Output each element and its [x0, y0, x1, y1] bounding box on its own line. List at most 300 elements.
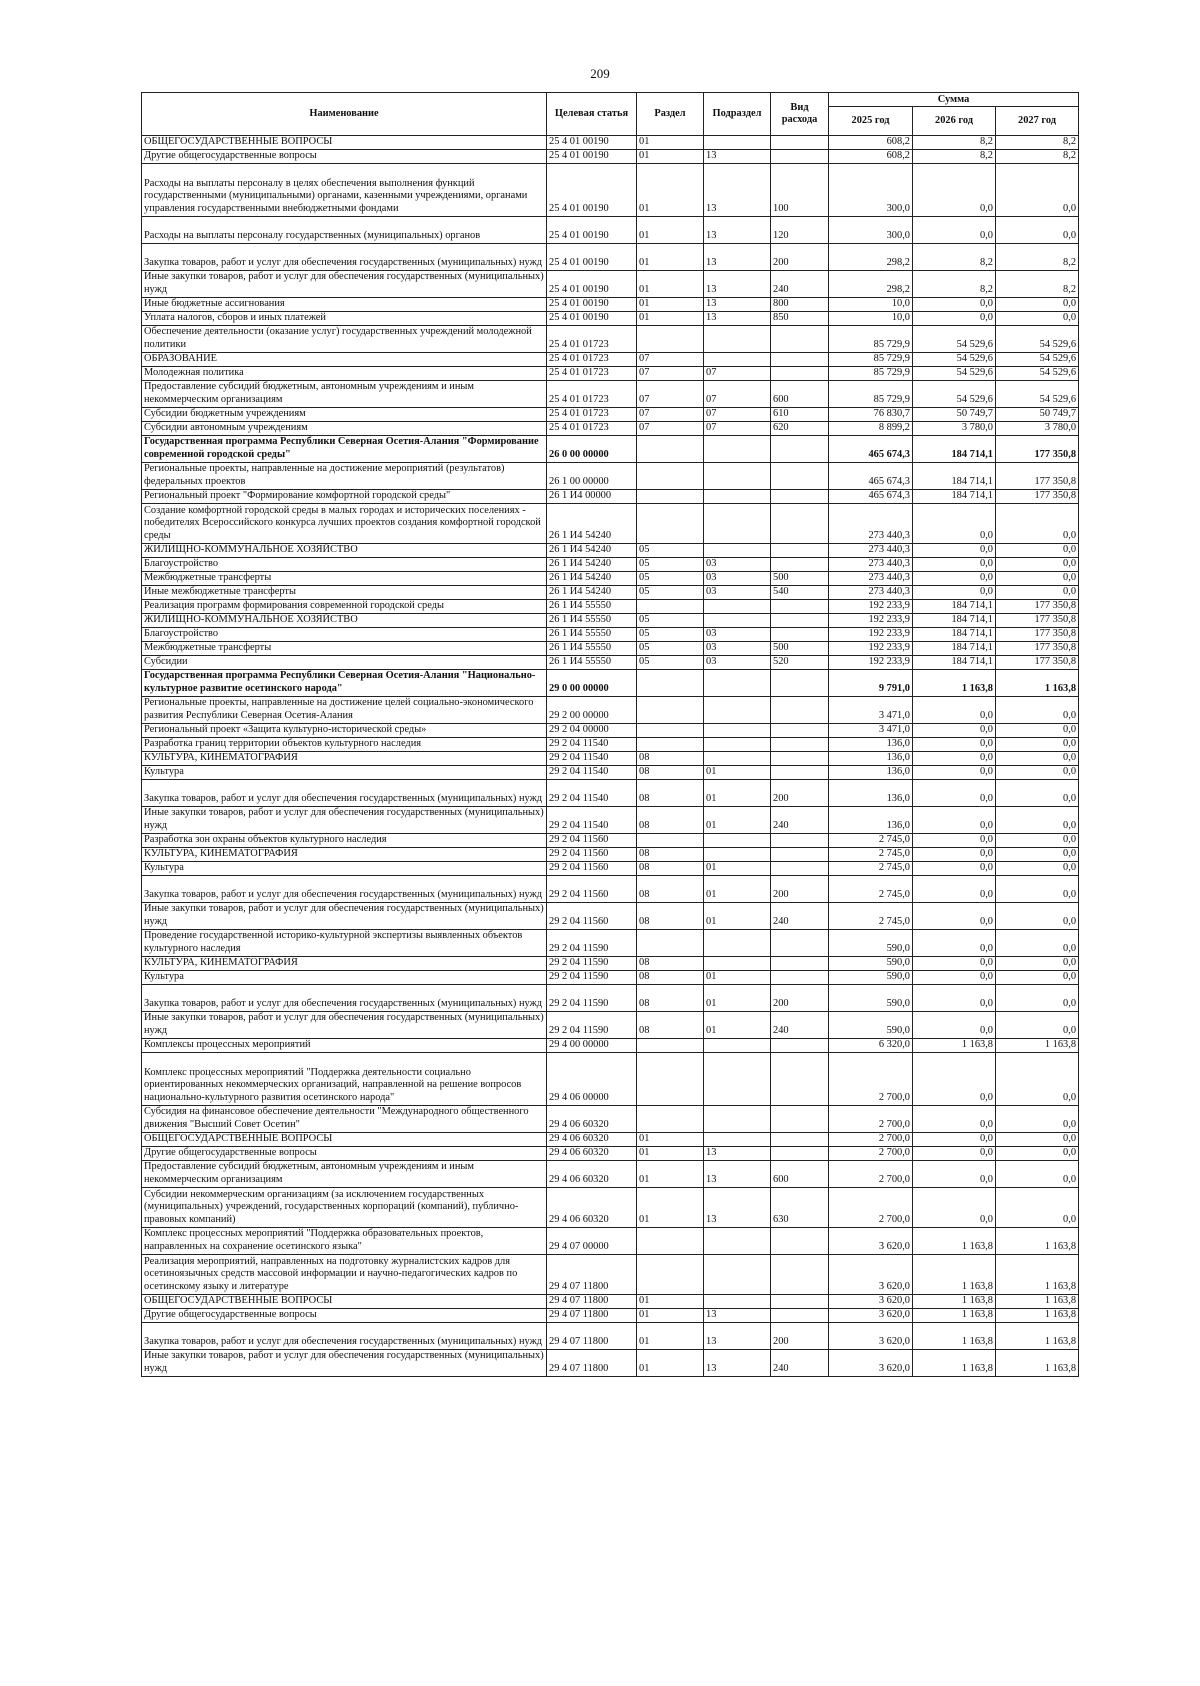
cell-2025: 6 320,0 — [829, 1039, 913, 1053]
cell-name: ЖИЛИЩНО-КОММУНАЛЬНОЕ ХОЗЯЙСТВО — [142, 614, 547, 628]
cell-expense-type — [771, 1255, 829, 1295]
cell-target-code: 29 2 04 11560 — [547, 876, 637, 903]
cell-section: 08 — [637, 807, 704, 834]
cell-2027: 8,2 — [996, 244, 1079, 271]
cell-2027: 54 529,6 — [996, 326, 1079, 353]
table-body — [142, 136, 1079, 1377]
cell-name: ОБЩЕГОСУДАРСТВЕННЫЕ ВОПРОСЫ — [142, 136, 547, 150]
cell-2025: 2 700,0 — [829, 1106, 913, 1133]
cell-name: КУЛЬТУРА, КИНЕМАТОГРАФИЯ — [142, 848, 547, 862]
cell-2026: 0,0 — [913, 544, 996, 558]
cell-expense-type: 500 — [771, 642, 829, 656]
cell-2025: 273 440,3 — [829, 544, 913, 558]
cell-section: 05 — [637, 586, 704, 600]
table-row — [142, 544, 1079, 558]
cell-2025: 298,2 — [829, 271, 913, 298]
table-row — [142, 136, 1079, 150]
table-row — [142, 1039, 1079, 1053]
cell-2026: 184 714,1 — [913, 463, 996, 490]
cell-2026: 1 163,8 — [913, 670, 996, 697]
cell-2025: 590,0 — [829, 957, 913, 971]
cell-2026: 184 714,1 — [913, 490, 996, 504]
cell-target-code: 25 4 01 00190 — [547, 271, 637, 298]
cell-subsection: 01 — [704, 971, 771, 985]
cell-name: Субсидии некоммерческим организациям (за исключением государственных (муниципальных) учреждений, государственных корпораций (компаний), публично-правовых компаний) — [142, 1188, 547, 1228]
cell-2027: 177 350,8 — [996, 614, 1079, 628]
table-row — [142, 876, 1079, 903]
cell-2025: 2 745,0 — [829, 876, 913, 903]
table-row — [142, 628, 1079, 642]
cell-2025: 590,0 — [829, 930, 913, 957]
cell-expense-type: 540 — [771, 586, 829, 600]
cell-2027: 0,0 — [996, 1106, 1079, 1133]
cell-target-code: 29 2 04 11590 — [547, 985, 637, 1012]
cell-target-code: 25 4 01 00190 — [547, 164, 637, 217]
cell-2027: 0,0 — [996, 1053, 1079, 1106]
cell-expense-type — [771, 1039, 829, 1053]
cell-2025: 608,2 — [829, 150, 913, 164]
cell-2027: 1 163,8 — [996, 1323, 1079, 1350]
table-row — [142, 903, 1079, 930]
table-row — [142, 971, 1079, 985]
cell-2026: 0,0 — [913, 985, 996, 1012]
cell-expense-type — [771, 136, 829, 150]
cell-expense-type: 200 — [771, 876, 829, 903]
cell-2026: 184 714,1 — [913, 656, 996, 670]
cell-subsection — [704, 1228, 771, 1255]
cell-name: Субсидия на финансовое обеспечение деятельности "Международного общественного движения "Высший Совет Осетин" — [142, 1106, 547, 1133]
cell-2027: 0,0 — [996, 1147, 1079, 1161]
cell-expense-type — [771, 862, 829, 876]
cell-2025: 2 745,0 — [829, 862, 913, 876]
cell-2025: 3 620,0 — [829, 1228, 913, 1255]
cell-name: Создание комфортной городской среды в малых городах и исторических поселениях - победителях Всероссийского конкурса лучших проектов создания комфортной городской среды — [142, 504, 547, 544]
cell-expense-type — [771, 724, 829, 738]
header-subsection: Подраздел — [704, 93, 771, 136]
cell-2025: 2 745,0 — [829, 903, 913, 930]
cell-subsection: 07 — [704, 381, 771, 408]
table-row — [142, 697, 1079, 724]
cell-expense-type: 620 — [771, 422, 829, 436]
cell-section: 08 — [637, 862, 704, 876]
table-row — [142, 326, 1079, 353]
cell-expense-type: 120 — [771, 217, 829, 244]
cell-2026: 1 163,8 — [913, 1255, 996, 1295]
cell-2025: 590,0 — [829, 1012, 913, 1039]
cell-2026: 0,0 — [913, 164, 996, 217]
cell-section — [637, 1106, 704, 1133]
cell-name: Закупка товаров, работ и услуг для обеспечения государственных (муниципальных) нужд — [142, 244, 547, 271]
cell-2026: 0,0 — [913, 807, 996, 834]
cell-name: Культура — [142, 862, 547, 876]
cell-name: Комплекс процессных мероприятий "Поддержка образовательных проектов, направленных на сохранение осетинского языка" — [142, 1228, 547, 1255]
cell-expense-type: 520 — [771, 656, 829, 670]
cell-target-code: 29 2 04 11540 — [547, 807, 637, 834]
cell-2026: 0,0 — [913, 504, 996, 544]
cell-expense-type — [771, 738, 829, 752]
cell-2027: 0,0 — [996, 164, 1079, 217]
cell-2027: 0,0 — [996, 766, 1079, 780]
cell-section: 01 — [637, 1133, 704, 1147]
cell-name: Межбюджетные трансферты — [142, 642, 547, 656]
cell-2025: 300,0 — [829, 164, 913, 217]
cell-expense-type: 800 — [771, 298, 829, 312]
cell-target-code: 26 1 И4 00000 — [547, 490, 637, 504]
cell-name: Культура — [142, 766, 547, 780]
table-row — [142, 217, 1079, 244]
cell-2027: 8,2 — [996, 136, 1079, 150]
table-row — [142, 150, 1079, 164]
cell-target-code: 25 4 01 00190 — [547, 298, 637, 312]
cell-target-code: 25 4 01 00190 — [547, 136, 637, 150]
cell-section: 08 — [637, 848, 704, 862]
table-row — [142, 367, 1079, 381]
cell-2027: 1 163,8 — [996, 1228, 1079, 1255]
cell-name: КУЛЬТУРА, КИНЕМАТОГРАФИЯ — [142, 957, 547, 971]
table-row — [142, 353, 1079, 367]
table-row — [142, 271, 1079, 298]
cell-2026: 0,0 — [913, 1188, 996, 1228]
cell-name: Субсидии автономным учреждениям — [142, 422, 547, 436]
cell-target-code: 29 4 06 60320 — [547, 1188, 637, 1228]
cell-section: 07 — [637, 367, 704, 381]
cell-section: 05 — [637, 544, 704, 558]
cell-subsection — [704, 1053, 771, 1106]
cell-2027: 54 529,6 — [996, 367, 1079, 381]
cell-subsection — [704, 1039, 771, 1053]
cell-2027: 0,0 — [996, 807, 1079, 834]
cell-section: 08 — [637, 766, 704, 780]
cell-target-code: 29 2 04 11560 — [547, 848, 637, 862]
table-row — [142, 642, 1079, 656]
budget-table — [141, 92, 1079, 1377]
header-2026: 2026 год — [913, 107, 996, 136]
cell-expense-type — [771, 930, 829, 957]
cell-section: 01 — [637, 150, 704, 164]
cell-2026: 0,0 — [913, 298, 996, 312]
cell-2027: 0,0 — [996, 558, 1079, 572]
cell-2026: 1 163,8 — [913, 1350, 996, 1377]
cell-subsection — [704, 1106, 771, 1133]
cell-2025: 273 440,3 — [829, 504, 913, 544]
cell-name: Обеспечение деятельности (оказание услуг) государственных учреждений молодежной политики — [142, 326, 547, 353]
cell-section — [637, 697, 704, 724]
cell-2027: 0,0 — [996, 971, 1079, 985]
cell-name: Другие общегосударственные вопросы — [142, 1147, 547, 1161]
table-row — [142, 1053, 1079, 1106]
cell-2026: 0,0 — [913, 572, 996, 586]
cell-2026: 0,0 — [913, 738, 996, 752]
cell-2027: 0,0 — [996, 1161, 1079, 1188]
cell-2025: 3 620,0 — [829, 1323, 913, 1350]
cell-expense-type — [771, 463, 829, 490]
cell-target-code: 25 4 01 00190 — [547, 217, 637, 244]
cell-target-code: 26 1 И4 54240 — [547, 504, 637, 544]
cell-section: 05 — [637, 614, 704, 628]
cell-name: Разработка зон охраны объектов культурного наследия — [142, 834, 547, 848]
cell-target-code: 29 4 07 11800 — [547, 1309, 637, 1323]
cell-subsection — [704, 930, 771, 957]
cell-2027: 0,0 — [996, 572, 1079, 586]
table-row — [142, 504, 1079, 544]
cell-2025: 273 440,3 — [829, 586, 913, 600]
cell-section: 01 — [637, 1147, 704, 1161]
cell-2027: 0,0 — [996, 697, 1079, 724]
cell-2025: 2 700,0 — [829, 1053, 913, 1106]
cell-expense-type: 630 — [771, 1188, 829, 1228]
cell-expense-type — [771, 490, 829, 504]
cell-section: 08 — [637, 903, 704, 930]
cell-name: Расходы на выплаты персоналу государственных (муниципальных) органов — [142, 217, 547, 244]
cell-2025: 3 620,0 — [829, 1309, 913, 1323]
cell-2027: 0,0 — [996, 298, 1079, 312]
cell-section: 01 — [637, 312, 704, 326]
cell-name: ЖИЛИЩНО-КОММУНАЛЬНОЕ ХОЗЯЙСТВО — [142, 544, 547, 558]
cell-subsection: 03 — [704, 558, 771, 572]
cell-target-code: 25 4 01 00190 — [547, 150, 637, 164]
cell-section: 07 — [637, 353, 704, 367]
cell-section — [637, 834, 704, 848]
cell-section: 01 — [637, 271, 704, 298]
header-2025: 2025 год — [829, 107, 913, 136]
cell-expense-type — [771, 504, 829, 544]
cell-section: 08 — [637, 780, 704, 807]
cell-2026: 1 163,8 — [913, 1228, 996, 1255]
cell-name: Межбюджетные трансферты — [142, 572, 547, 586]
cell-2025: 10,0 — [829, 298, 913, 312]
cell-section — [637, 463, 704, 490]
table-row — [142, 930, 1079, 957]
cell-2025: 2 700,0 — [829, 1161, 913, 1188]
cell-subsection: 13 — [704, 1323, 771, 1350]
cell-name: Проведение государственной историко-культурной экспертизы выявленных объектов культурного наследия — [142, 930, 547, 957]
cell-2026: 0,0 — [913, 558, 996, 572]
cell-2025: 465 674,3 — [829, 463, 913, 490]
cell-expense-type — [771, 353, 829, 367]
cell-2027: 0,0 — [996, 903, 1079, 930]
cell-2025: 3 620,0 — [829, 1350, 913, 1377]
cell-subsection: 03 — [704, 572, 771, 586]
cell-2026: 0,0 — [913, 217, 996, 244]
cell-2027: 177 350,8 — [996, 490, 1079, 504]
cell-target-code: 29 2 04 11540 — [547, 766, 637, 780]
table-row — [142, 985, 1079, 1012]
cell-section: 01 — [637, 1161, 704, 1188]
cell-subsection — [704, 544, 771, 558]
cell-2026: 184 714,1 — [913, 628, 996, 642]
cell-expense-type: 500 — [771, 572, 829, 586]
cell-2027: 0,0 — [996, 752, 1079, 766]
header-expense-type: Вид расхода — [771, 93, 829, 136]
cell-2025: 136,0 — [829, 780, 913, 807]
table-row — [142, 422, 1079, 436]
cell-name: Закупка товаров, работ и услуг для обеспечения государственных (муниципальных) нужд — [142, 780, 547, 807]
cell-name: ОБРАЗОВАНИЕ — [142, 353, 547, 367]
cell-name: Региональный проект «Защита культурно-исторической среды» — [142, 724, 547, 738]
cell-subsection: 13 — [704, 150, 771, 164]
cell-name: Закупка товаров, работ и услуг для обеспечения государственных (муниципальных) нужд — [142, 1323, 547, 1350]
cell-2026: 0,0 — [913, 586, 996, 600]
cell-target-code: 26 1 И4 54240 — [547, 544, 637, 558]
cell-expense-type: 240 — [771, 1012, 829, 1039]
cell-2027: 0,0 — [996, 1012, 1079, 1039]
cell-subsection — [704, 724, 771, 738]
cell-2025: 2 700,0 — [829, 1188, 913, 1228]
cell-target-code: 29 4 07 11800 — [547, 1295, 637, 1309]
cell-name: Государственная программа Республики Северная Осетия-Алания "Национально-культурное развитие осетинского народа" — [142, 670, 547, 697]
cell-target-code: 29 2 04 11590 — [547, 930, 637, 957]
cell-expense-type — [771, 558, 829, 572]
cell-target-code: 26 1 И4 55550 — [547, 642, 637, 656]
cell-expense-type — [771, 326, 829, 353]
cell-subsection: 13 — [704, 312, 771, 326]
table-row — [142, 752, 1079, 766]
cell-expense-type — [771, 697, 829, 724]
cell-subsection: 01 — [704, 903, 771, 930]
cell-subsection — [704, 752, 771, 766]
cell-section: 05 — [637, 656, 704, 670]
cell-expense-type — [771, 971, 829, 985]
cell-name: Комплекс процессных мероприятий "Поддержка деятельности социально ориентированных некоммерческих организаций, направленной на решение вопросов национально-культурного развития осетинского народа" — [142, 1053, 547, 1106]
cell-target-code: 29 2 04 11560 — [547, 834, 637, 848]
cell-expense-type — [771, 957, 829, 971]
table-row — [142, 1133, 1079, 1147]
table-row — [142, 244, 1079, 271]
table-row — [142, 1228, 1079, 1255]
cell-2027: 1 163,8 — [996, 1295, 1079, 1309]
cell-target-code: 29 4 06 60320 — [547, 1161, 637, 1188]
cell-subsection: 03 — [704, 586, 771, 600]
table-row — [142, 312, 1079, 326]
cell-2025: 3 471,0 — [829, 724, 913, 738]
table-row — [142, 807, 1079, 834]
cell-2027: 8,2 — [996, 271, 1079, 298]
cell-2025: 273 440,3 — [829, 558, 913, 572]
cell-2027: 0,0 — [996, 312, 1079, 326]
table-row — [142, 381, 1079, 408]
header-section: Раздел — [637, 93, 704, 136]
cell-section — [637, 1053, 704, 1106]
cell-2027: 1 163,8 — [996, 1309, 1079, 1323]
cell-subsection: 13 — [704, 217, 771, 244]
cell-subsection — [704, 326, 771, 353]
cell-2025: 2 745,0 — [829, 848, 913, 862]
cell-target-code: 29 4 07 11800 — [547, 1255, 637, 1295]
cell-name: Предоставление субсидий бюджетным, автономным учреждениям и иным некоммерческим организациям — [142, 381, 547, 408]
cell-target-code: 26 1 И4 54240 — [547, 572, 637, 586]
cell-expense-type — [771, 614, 829, 628]
cell-target-code: 25 4 01 01723 — [547, 408, 637, 422]
cell-target-code: 29 2 04 11560 — [547, 862, 637, 876]
cell-subsection — [704, 738, 771, 752]
cell-subsection — [704, 600, 771, 614]
cell-2025: 3 620,0 — [829, 1295, 913, 1309]
cell-name: Региональный проект "Формирование комфортной городской среды" — [142, 490, 547, 504]
cell-2027: 177 350,8 — [996, 656, 1079, 670]
cell-section — [637, 504, 704, 544]
cell-subsection: 07 — [704, 422, 771, 436]
cell-subsection: 01 — [704, 1012, 771, 1039]
cell-2025: 8 899,2 — [829, 422, 913, 436]
cell-section — [637, 724, 704, 738]
cell-section — [637, 326, 704, 353]
cell-2025: 608,2 — [829, 136, 913, 150]
cell-2026: 0,0 — [913, 312, 996, 326]
cell-name: Субсидии бюджетным учреждениям — [142, 408, 547, 422]
cell-subsection — [704, 436, 771, 463]
cell-expense-type: 240 — [771, 271, 829, 298]
cell-name: Реализация программ формирования современной городской среды — [142, 600, 547, 614]
cell-expense-type — [771, 670, 829, 697]
cell-section: 05 — [637, 642, 704, 656]
cell-subsection: 13 — [704, 298, 771, 312]
cell-name: Региональные проекты, направленные на достижение целей социально-экономического развития Республики Северная Осетия-Алания — [142, 697, 547, 724]
cell-name: Иные закупки товаров, работ и услуг для обеспечения государственных (муниципальных) нужд — [142, 271, 547, 298]
cell-expense-type: 610 — [771, 408, 829, 422]
cell-2025: 590,0 — [829, 971, 913, 985]
cell-2025: 298,2 — [829, 244, 913, 271]
table-row — [142, 558, 1079, 572]
cell-expense-type: 200 — [771, 985, 829, 1012]
table-row — [142, 614, 1079, 628]
table-row — [142, 670, 1079, 697]
cell-2027: 0,0 — [996, 780, 1079, 807]
cell-2026: 54 529,6 — [913, 353, 996, 367]
cell-2027: 0,0 — [996, 724, 1079, 738]
cell-expense-type: 240 — [771, 807, 829, 834]
header-2027: 2027 год — [996, 107, 1079, 136]
cell-2025: 192 233,9 — [829, 614, 913, 628]
cell-2027: 0,0 — [996, 957, 1079, 971]
cell-2026: 8,2 — [913, 271, 996, 298]
cell-2025: 76 830,7 — [829, 408, 913, 422]
cell-expense-type: 850 — [771, 312, 829, 326]
cell-target-code: 29 4 06 60320 — [547, 1147, 637, 1161]
cell-subsection: 07 — [704, 367, 771, 381]
cell-2026: 1 163,8 — [913, 1039, 996, 1053]
cell-2025: 136,0 — [829, 807, 913, 834]
cell-name: Благоустройство — [142, 558, 547, 572]
cell-2025: 85 729,9 — [829, 353, 913, 367]
cell-section: 08 — [637, 752, 704, 766]
cell-target-code: 29 2 04 11540 — [547, 752, 637, 766]
cell-2027: 0,0 — [996, 862, 1079, 876]
cell-2027: 177 350,8 — [996, 628, 1079, 642]
table-header — [142, 93, 1079, 136]
cell-expense-type — [771, 1133, 829, 1147]
cell-2026: 184 714,1 — [913, 614, 996, 628]
cell-expense-type — [771, 628, 829, 642]
cell-target-code: 25 4 01 00190 — [547, 312, 637, 326]
cell-2026: 1 163,8 — [913, 1323, 996, 1350]
cell-2027: 1 163,8 — [996, 1039, 1079, 1053]
cell-target-code: 29 4 06 60320 — [547, 1106, 637, 1133]
cell-expense-type — [771, 1106, 829, 1133]
cell-2027: 0,0 — [996, 544, 1079, 558]
cell-2027: 1 163,8 — [996, 670, 1079, 697]
cell-name: Культура — [142, 971, 547, 985]
cell-target-code: 29 2 04 11590 — [547, 1012, 637, 1039]
cell-2027: 177 350,8 — [996, 463, 1079, 490]
table-row — [142, 1147, 1079, 1161]
cell-2025: 136,0 — [829, 738, 913, 752]
cell-2025: 85 729,9 — [829, 326, 913, 353]
cell-2025: 300,0 — [829, 217, 913, 244]
cell-target-code: 26 1 И4 55550 — [547, 600, 637, 614]
cell-subsection: 13 — [704, 1147, 771, 1161]
cell-name: Региональные проекты, направленные на достижение мероприятий (результатов) федеральных проектов — [142, 463, 547, 490]
cell-target-code: 29 0 00 00000 — [547, 670, 637, 697]
